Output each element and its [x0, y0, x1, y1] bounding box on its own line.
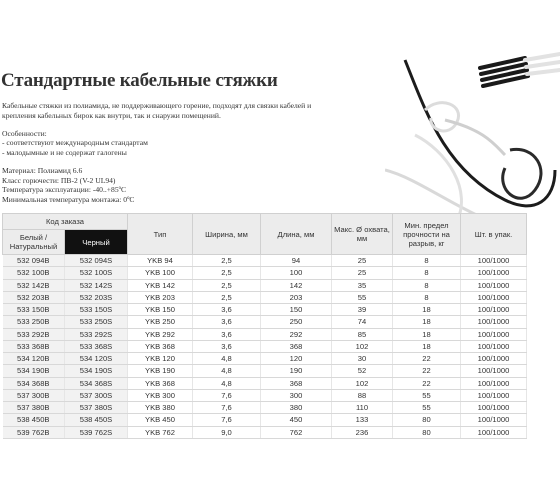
black-code-cell: 534 120S [65, 353, 128, 365]
diameter-cell: 25 [332, 267, 393, 279]
width-header: Ширина, мм [193, 214, 261, 255]
table-row [3, 304, 527, 316]
white-code-cell: 537 300B [3, 389, 65, 401]
black-code-cell: 533 292S [65, 328, 128, 340]
length-cell: 380 [261, 402, 332, 414]
type-cell: YKB 203 [128, 291, 193, 303]
strength-cell: 80 [393, 426, 461, 438]
pack-cell: 100/1000 [461, 377, 527, 389]
diameter-cell: 102 [332, 340, 393, 352]
pack-header: Шт. в упак. [461, 214, 527, 255]
diameter-cell: 52 [332, 365, 393, 377]
table-row [3, 353, 527, 365]
type-cell: YKB 380 [128, 402, 193, 414]
diameter-cell: 30 [332, 353, 393, 365]
spec-min-temperature: Минимальная температура монтажа: 0ºС [2, 194, 135, 204]
table-row [3, 402, 527, 414]
white-code-cell: 533 292B [3, 328, 65, 340]
pack-cell: 100/1000 [461, 267, 527, 279]
width-cell: 3,6 [193, 304, 261, 316]
table-row [3, 414, 527, 426]
pack-cell: 100/1000 [461, 255, 527, 267]
length-cell: 203 [261, 291, 332, 303]
white-code-cell: 539 762B [3, 426, 65, 438]
type-cell: YKB 150 [128, 304, 193, 316]
length-header: Длина, мм [261, 214, 332, 255]
table-row [3, 316, 527, 328]
width-cell: 2,5 [193, 267, 261, 279]
width-cell: 3,6 [193, 316, 261, 328]
diameter-cell: 39 [332, 304, 393, 316]
diameter-cell: 133 [332, 414, 393, 426]
width-cell: 2,5 [193, 279, 261, 291]
specs-list [2, 166, 134, 204]
width-cell: 7,6 [193, 402, 261, 414]
black-code-cell: 533 250S [65, 316, 128, 328]
pack-cell: 100/1000 [461, 365, 527, 377]
width-cell: 3,6 [193, 328, 261, 340]
length-cell: 150 [261, 304, 332, 316]
strength-cell: 22 [393, 377, 461, 389]
type-cell: YKB 94 [128, 255, 193, 267]
strength-cell: 18 [393, 316, 461, 328]
black-code-cell: 532 203S [65, 291, 128, 303]
strength-cell: 55 [393, 402, 461, 414]
length-cell: 100 [261, 267, 332, 279]
black-code-cell: 532 094S [65, 255, 128, 267]
type-cell: YKB 120 [128, 353, 193, 365]
diameter-cell: 25 [332, 255, 393, 267]
black-code-cell: 532 142S [65, 279, 128, 291]
strength-cell: 18 [393, 328, 461, 340]
length-cell: 762 [261, 426, 332, 438]
length-cell: 142 [261, 279, 332, 291]
black-code-cell: 533 150S [65, 304, 128, 316]
diameter-cell: 35 [332, 279, 393, 291]
pack-cell: 100/1000 [461, 291, 527, 303]
width-cell: 2,5 [193, 255, 261, 267]
diameter-cell: 110 [332, 402, 393, 414]
type-cell: YKB 300 [128, 389, 193, 401]
white-tie-2 [415, 135, 461, 225]
type-header: Тип [128, 214, 193, 255]
black-code-cell: 538 450S [65, 414, 128, 426]
white-code-cell: 532 094B [3, 255, 65, 267]
intro-text: Кабельные стяжки из полиамида, не поддерживающего горение, подходят для связки кабелей и крепления кабельных бирок как внутри, так и снаружи помещений. [2, 101, 312, 120]
spec-material: Материал: Полиамид 6.6 [2, 166, 83, 175]
diameter-cell: 74 [332, 316, 393, 328]
table-row [3, 377, 527, 389]
length-cell: 94 [261, 255, 332, 267]
table-row [3, 328, 527, 340]
spec-flammability: Класс горючести: ПВ-2 (V-2 UL94) [2, 175, 116, 185]
black-tie-loop [503, 149, 541, 198]
table-row [3, 365, 527, 377]
spec-temperature: Температура эксплуатации: -40..+85ºС [2, 185, 127, 194]
feature-item: - соответствуют международным стандартам [2, 138, 148, 147]
width-cell: 7,6 [193, 389, 261, 401]
pack-cell: 100/1000 [461, 304, 527, 316]
strength-header: Мин. предел прочности на разрыв, кг [393, 214, 461, 255]
table-row [3, 340, 527, 352]
length-cell: 368 [261, 340, 332, 352]
diameter-cell: 85 [332, 328, 393, 340]
length-cell: 300 [261, 389, 332, 401]
pack-cell: 100/1000 [461, 426, 527, 438]
black-code-cell: 532 100S [65, 267, 128, 279]
white-code-cell: 533 150B [3, 304, 65, 316]
type-cell: YKB 292 [128, 328, 193, 340]
type-cell: YKB 250 [128, 316, 193, 328]
diameter-cell: 55 [332, 291, 393, 303]
pack-cell: 100/1000 [461, 316, 527, 328]
type-cell: YKB 142 [128, 279, 193, 291]
pack-cell: 100/1000 [461, 389, 527, 401]
white-code-cell: 532 142B [3, 279, 65, 291]
white-code-cell: 532 100B [3, 267, 65, 279]
width-cell: 2,5 [193, 291, 261, 303]
table-row [3, 279, 527, 291]
feature-item: - малодымные и не содержат галогены [2, 148, 127, 157]
diameter-cell: 236 [332, 426, 393, 438]
features-heading: Особенности: [2, 129, 47, 138]
table-row [3, 426, 527, 438]
strength-cell: 22 [393, 365, 461, 377]
product-table [2, 213, 527, 439]
type-cell: YKB 368 [128, 340, 193, 352]
pack-cell: 100/1000 [461, 328, 527, 340]
length-cell: 450 [261, 414, 332, 426]
white-code-cell: 533 368B [3, 340, 65, 352]
page-title: Стандартные кабельные стяжки [1, 70, 278, 91]
strength-cell: 8 [393, 279, 461, 291]
width-cell: 9,0 [193, 426, 261, 438]
pack-cell: 100/1000 [461, 340, 527, 352]
black-code-cell: 537 300S [65, 389, 128, 401]
length-cell: 120 [261, 353, 332, 365]
table-row [3, 291, 527, 303]
black-code-cell: 537 380S [65, 402, 128, 414]
white-code-cell: 534 368B [3, 377, 65, 389]
strength-cell: 18 [393, 340, 461, 352]
strength-cell: 18 [393, 304, 461, 316]
diameter-header: Макс. Ø охвата, мм [332, 214, 393, 255]
length-cell: 250 [261, 316, 332, 328]
strength-cell: 8 [393, 255, 461, 267]
white-code-cell: 534 190B [3, 365, 65, 377]
diameter-cell: 88 [332, 389, 393, 401]
table-row [3, 255, 527, 267]
diameter-cell: 102 [332, 377, 393, 389]
pack-cell: 100/1000 [461, 353, 527, 365]
black-code-cell: 533 368S [65, 340, 128, 352]
width-cell: 4,8 [193, 353, 261, 365]
table-row [3, 267, 527, 279]
width-cell: 4,8 [193, 377, 261, 389]
pack-cell: 100/1000 [461, 402, 527, 414]
type-cell: YKB 190 [128, 365, 193, 377]
white-code-cell: 533 250B [3, 316, 65, 328]
length-cell: 190 [261, 365, 332, 377]
white-code-cell: 538 450B [3, 414, 65, 426]
width-cell: 4,8 [193, 365, 261, 377]
type-cell: YKB 100 [128, 267, 193, 279]
strength-cell: 22 [393, 353, 461, 365]
type-cell: YKB 368 [128, 377, 193, 389]
black-code-cell: 534 368S [65, 377, 128, 389]
black-tie-bundle [480, 58, 528, 86]
width-cell: 3,6 [193, 340, 261, 352]
strength-cell: 8 [393, 291, 461, 303]
black-code-cell: 539 762S [65, 426, 128, 438]
features-list [2, 138, 148, 158]
black-code-cell: 534 190S [65, 365, 128, 377]
pack-cell: 100/1000 [461, 414, 527, 426]
cable-ties-photo [385, 50, 560, 235]
pack-cell: 100/1000 [461, 279, 527, 291]
strength-cell: 8 [393, 267, 461, 279]
white-code-cell: 537 380B [3, 402, 65, 414]
length-cell: 292 [261, 328, 332, 340]
width-cell: 7,6 [193, 414, 261, 426]
length-cell: 368 [261, 377, 332, 389]
strength-cell: 55 [393, 389, 461, 401]
type-cell: YKB 450 [128, 414, 193, 426]
order-code-header: Код заказа [3, 214, 128, 230]
white-code-cell: 534 120B [3, 353, 65, 365]
white-code-cell: 532 203B [3, 291, 65, 303]
type-cell: YKB 762 [128, 426, 193, 438]
black-code-header: Черный [65, 230, 128, 255]
strength-cell: 80 [393, 414, 461, 426]
white-tie-bundle [525, 54, 560, 74]
table-row [3, 389, 527, 401]
white-code-header: Белый / Натуральный [3, 230, 65, 255]
